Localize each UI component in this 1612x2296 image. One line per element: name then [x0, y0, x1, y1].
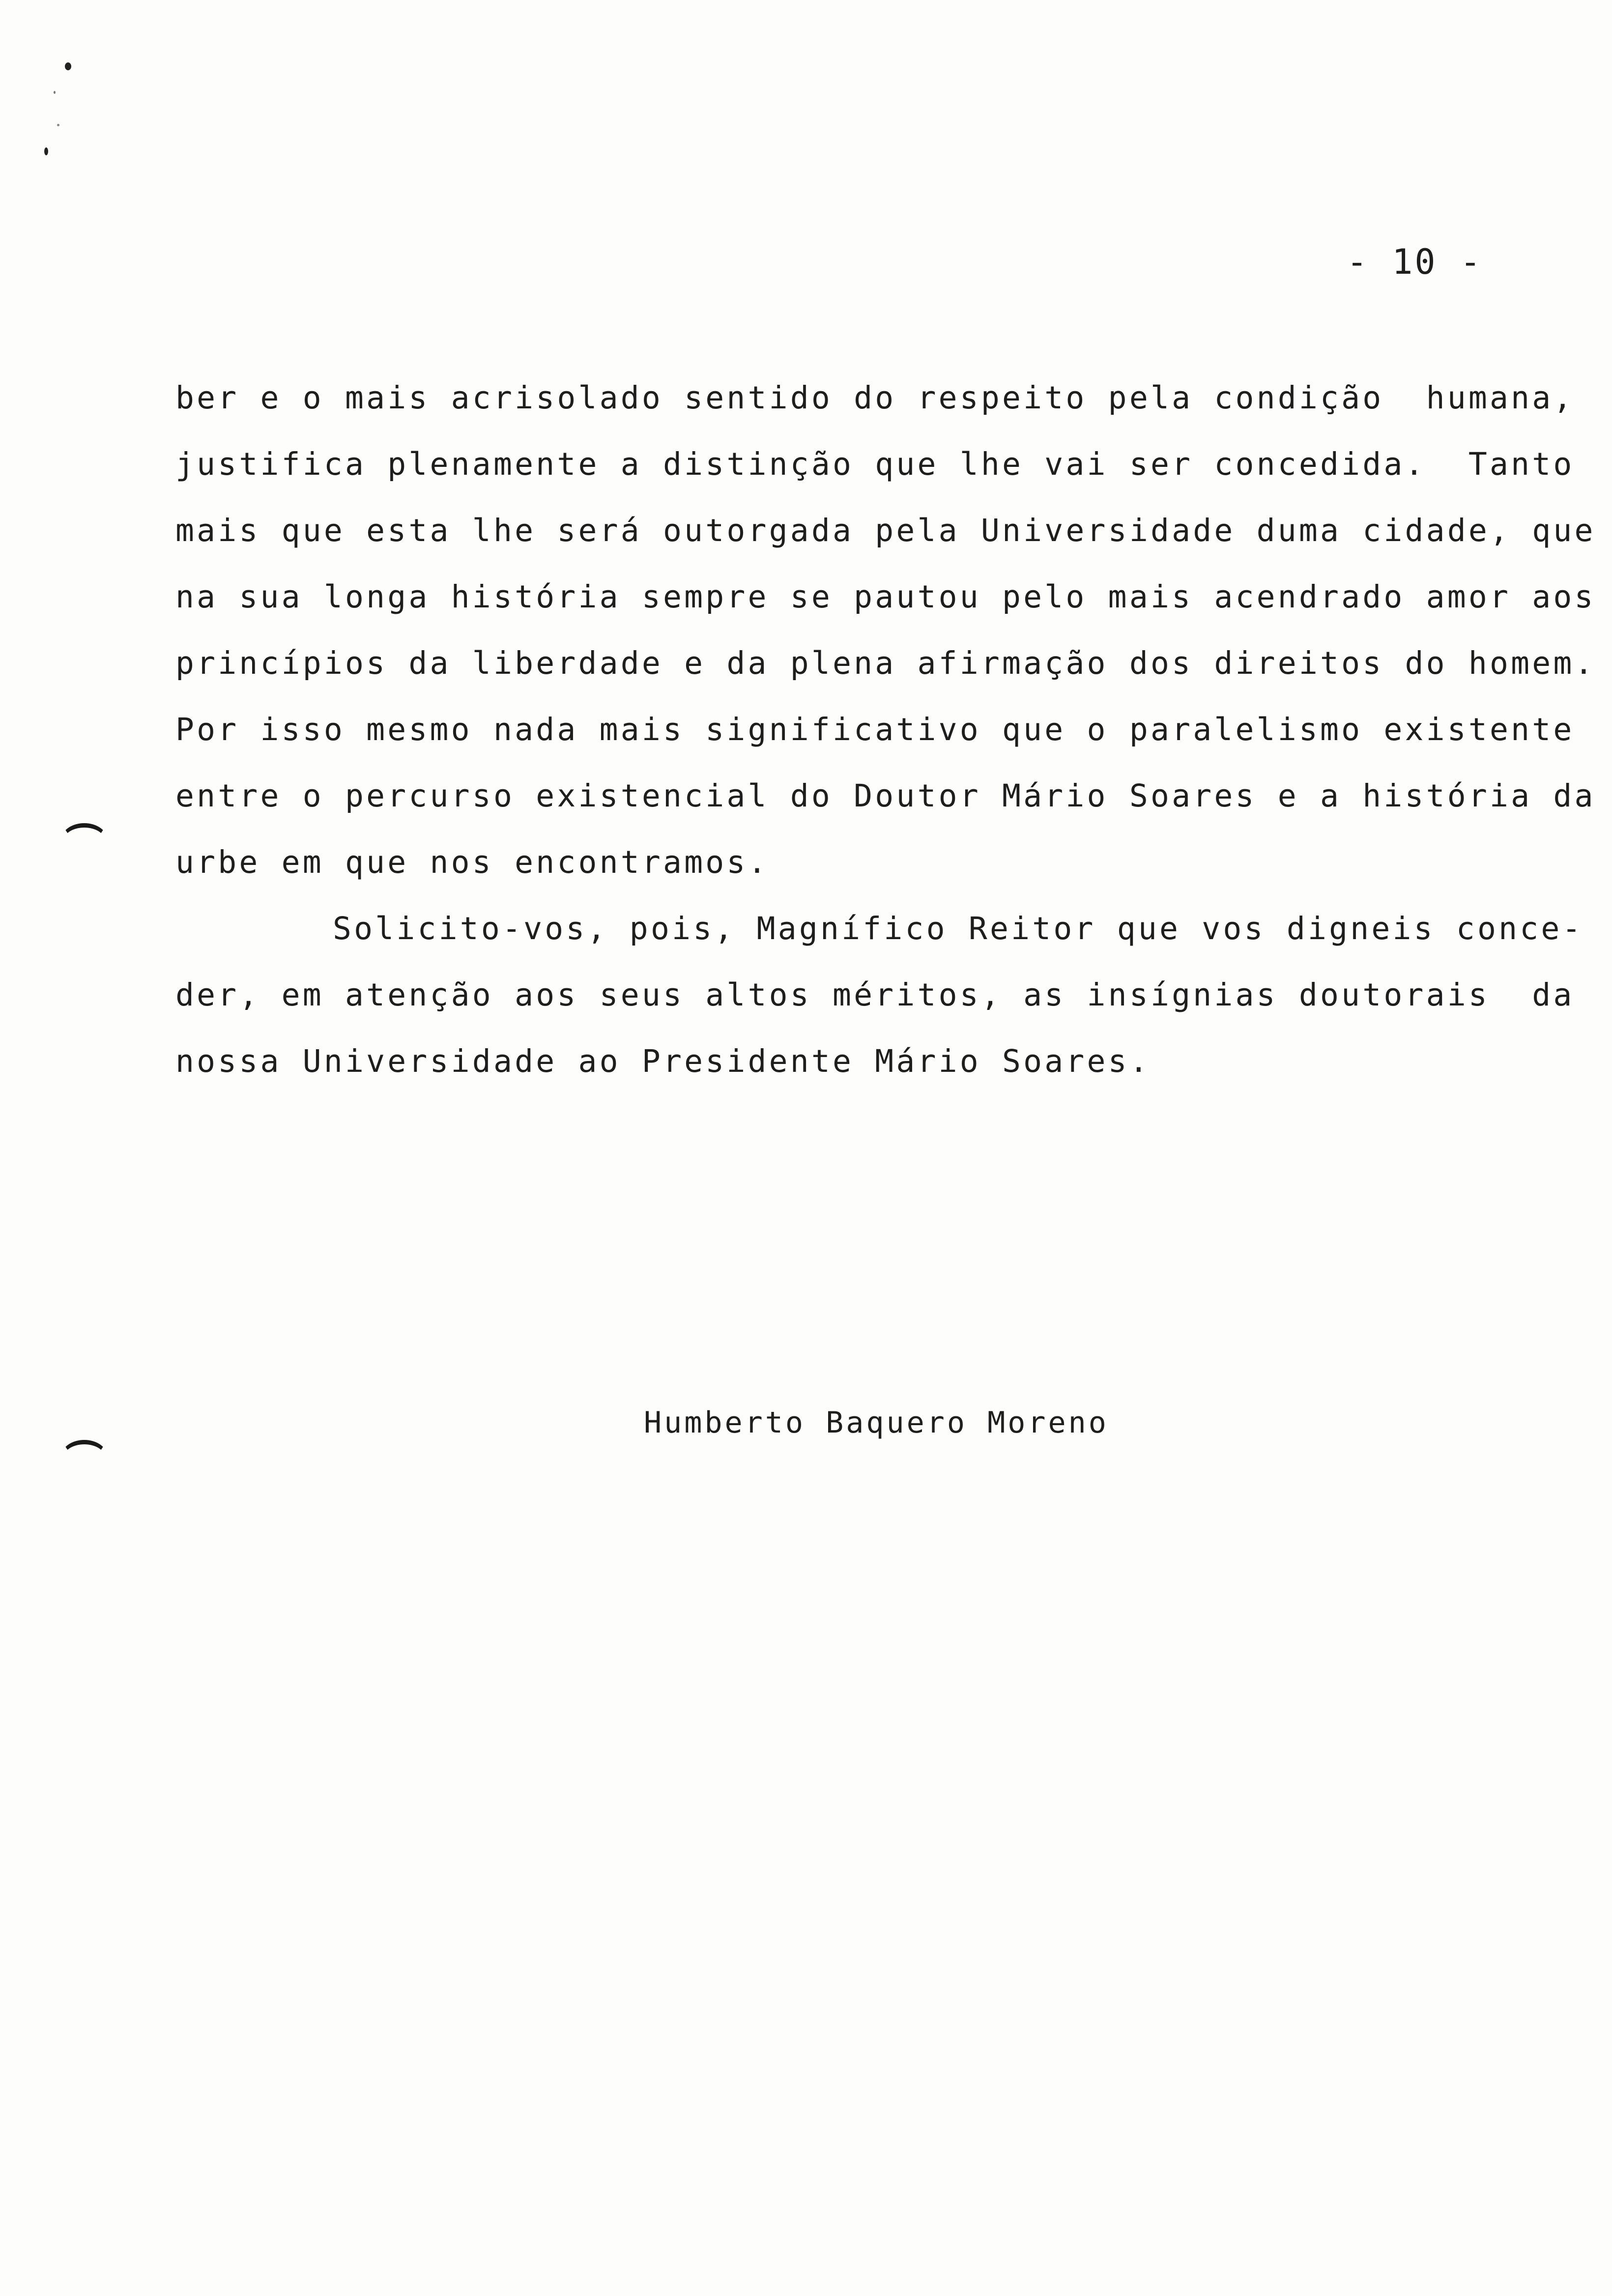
body-line: nossa Universidade ao Presidente Mário Soares.	[175, 1043, 1151, 1079]
body-line: der, em atenção aos seus altos méritos, as insígnias doutorais da	[175, 977, 1575, 1013]
body-line: princípios da liberdade e da plena afirmação dos direitos do homem.	[175, 645, 1596, 681]
body-line-paragraph-start: Solicito-vos, pois, Magnífico Reitor que vos digneis conce-	[333, 911, 1583, 947]
author-signature: Humberto Baquero Moreno	[644, 1406, 1109, 1440]
scan-speck	[57, 124, 59, 126]
scan-speck	[54, 91, 56, 94]
body-line: entre o percurso existencial do Doutor Mário Soares e a história da	[175, 778, 1596, 814]
body-line: mais que esta lhe será outorgada pela Universidade duma cidade, que	[175, 513, 1596, 548]
punch-hole-arc-bottom	[61, 1440, 108, 1474]
body-line: justifica plenamente a distinção que lhe vai ser concedida. Tanto	[175, 446, 1575, 482]
page-number: - 10 -	[1347, 242, 1483, 282]
body-line: Por isso mesmo nada mais significativo que o paralelismo existente	[175, 712, 1575, 747]
body-line: ber e o mais acrisolado sentido do respeito pela condição humana,	[175, 380, 1575, 416]
body-line: urbe em que nos encontramos.	[175, 844, 769, 880]
body-line: na sua longa história sempre se pautou pelo mais acendrado amor aos	[175, 579, 1596, 615]
body-text	[175, 365, 1596, 1094]
scan-speck	[65, 62, 71, 70]
scan-speck	[44, 147, 48, 155]
punch-hole-arc-top	[61, 823, 108, 858]
